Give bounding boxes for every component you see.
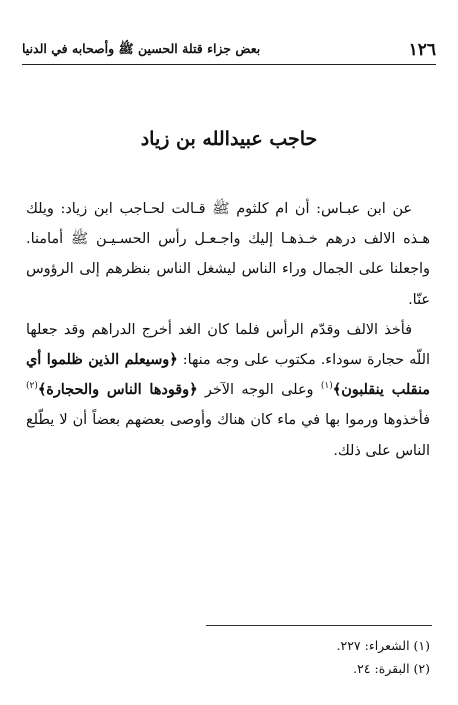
quran-verse-1: ﴿وسيعلم الذين ظلموا أي منقلب ينقلبون﴾	[26, 351, 430, 399]
footnote-ref-2: (٢)	[26, 381, 38, 392]
paragraph-2-text-c: فأخذوها ورموا بها في ماء كان هناك وأوصى بعضهم بعضاً أن لا يطّلع الناس على ذلك.	[26, 412, 430, 459]
running-head	[22, 38, 436, 60]
paragraph-2-text-b: وعلى الوجه الآخر	[204, 382, 314, 399]
running-title: بعض جزاء قتلة الحسين ﷺ وأصحابه في الدنيا	[22, 41, 261, 56]
paragraph-2	[26, 315, 430, 466]
quran-verse-2: ﴿وقودها الناس والحجارة﴾	[37, 381, 198, 399]
paragraph-1: عن ابن عبـاس: أن ام كلثوم ﷺ قـالت لحـاجب ابن زياد: ويلك هـذه الالف درهم خـذهـا إليك واجـعـل رأس الحسـيـن ﷺ أمامنا. واجعلنا على الجمال وراء الناس ليشغل الناس بنظرهم إلى الرؤوس عنّا.	[26, 201, 430, 308]
footnote-1: (١) الشعراء: ٢٢٧.	[336, 638, 430, 653]
body-text	[26, 194, 430, 466]
page-number: ١٢٦	[408, 40, 436, 60]
footnote-divider	[206, 625, 432, 626]
chapter-title: حاجب عبيدالله بن زياد	[140, 128, 318, 150]
footnotes	[130, 634, 430, 680]
footnote-ref-1: (١)	[320, 381, 333, 392]
paragraph-2-text-a: فأخذ الالف وقدّم الرأس فلما كان الغد أخرج الدراهم وقد جعلها اللّه حجارة سوداء. مكتوب على وجه منها:	[26, 321, 430, 369]
header-divider	[22, 64, 436, 65]
footnote-2: (٢) البقرة: ٢٤.	[353, 661, 430, 676]
